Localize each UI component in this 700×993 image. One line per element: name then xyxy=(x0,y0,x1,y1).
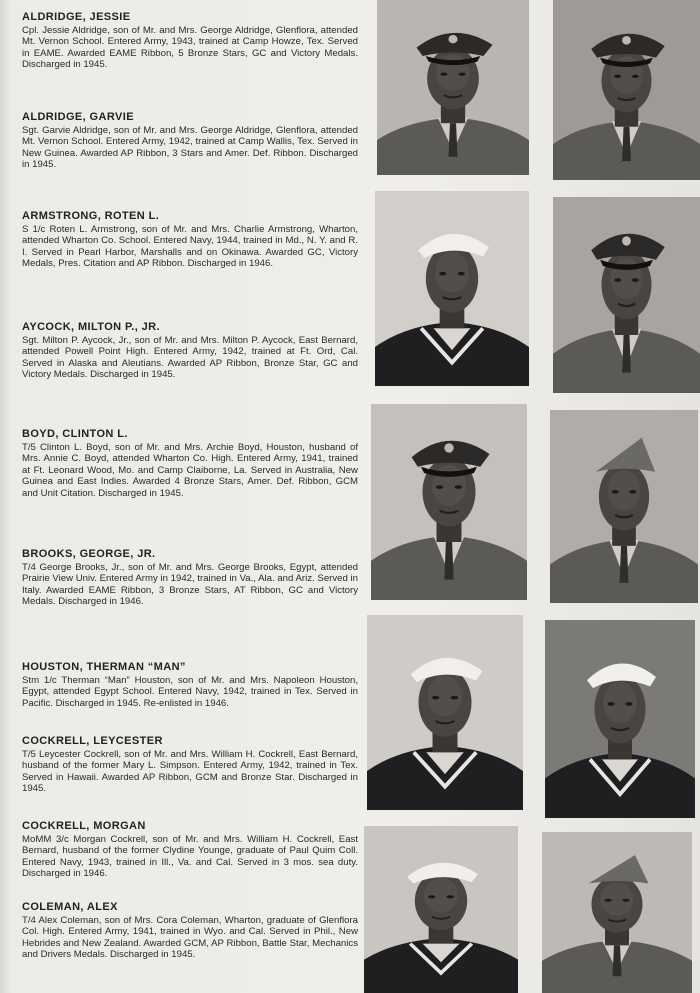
cap-insignia xyxy=(622,36,631,45)
portrait-coleman-alex xyxy=(542,832,692,993)
necktie xyxy=(620,546,629,583)
face-highlight xyxy=(601,882,634,915)
portrait-cockrell-leycester xyxy=(545,620,695,818)
entry-name: COCKRELL, MORGAN xyxy=(22,820,146,832)
entry-cockrell-morgan xyxy=(22,819,358,880)
portrait-drawing xyxy=(377,0,529,175)
portrait-drawing xyxy=(545,620,695,818)
entry-bio: T/5 Clinton L. Boyd, son of Mr. and Mrs. Archie Boyd, Houston, husband of Mrs. Annie C. Boyd, attended Wharton Co. High. Entered Army, 1941, trained at Ft. Leonard Wood, Mo. and Camp Claiborne, La. Served in Australia, New Guinea and East Indies. Awarded 4 Bronze Stars, Amer. Def. Ribbon, GCM and Unit Citation. Discharged in 1945. xyxy=(22,442,358,499)
entry-bio: T/4 George Brooks, Jr., son of Mr. and Mrs. George Brooks, Egypt, attended Prairie View Univ. Entered Army in 1942, trained in Va., Ala. and Ariz. Served in Italy. Awarded EAME Ribbon, 3 Bronze Stars, AT Ribbon, GC and Victory Medals. Discharged in 1946. xyxy=(22,562,358,608)
eye xyxy=(458,272,465,276)
portrait-boyd-clinton xyxy=(371,404,527,600)
face-highlight xyxy=(435,252,469,293)
eye xyxy=(632,75,639,78)
entry-cockrell-leycester xyxy=(22,734,358,795)
portrait-drawing xyxy=(553,197,700,393)
entry-name: AYCOCK, MILTON P., JR. xyxy=(22,321,160,333)
entry-coleman-alex xyxy=(22,900,358,961)
cap-insignia xyxy=(622,236,631,245)
entry-bio: MoMM 3/c Morgan Cockrell, son of Mr. and Mrs. William H. Cockrell, East Bernard, husband of the former Clydine Younge, graduate of Paul Quim Coll. Entered Navy, 1943, trained in Ill., Va. and Cal. Served in 3 mos. sea duty. Discharged in 1946. xyxy=(22,834,358,880)
portrait-cockrell-morgan xyxy=(364,826,518,993)
face-highlight xyxy=(428,676,462,717)
entry-houston-therman xyxy=(22,660,358,709)
portrait-aycock-milton xyxy=(553,197,700,393)
entry-name: ARMSTRONG, ROTEN L. xyxy=(22,210,160,222)
face-highlight xyxy=(424,878,458,913)
face-highlight xyxy=(608,470,641,510)
eye xyxy=(428,895,435,898)
eye xyxy=(451,696,458,700)
entry-name: HOUSTON, THERMAN “MAN” xyxy=(22,661,186,673)
cap-insignia xyxy=(444,443,453,452)
entry-name: ALDRIDGE, JESSIE xyxy=(22,11,131,23)
entry-name: BOYD, CLINTON L. xyxy=(22,428,128,440)
eye xyxy=(436,485,443,489)
portrait-brooks-george xyxy=(550,410,698,603)
portrait-armstrong-roten xyxy=(375,191,529,386)
portrait-drawing xyxy=(542,832,692,993)
entry-bio: Sgt. Garvie Aldridge, son of Mr. and Mrs. George Aldridge, Glenflora, attended Mt. Vernon School. Entered Army, 1942, trained at Camp Wallis, Tex. Served in New Guinea. Awarded AP Ribbon, 3 Stars and Amer. Def. Ribbon. Discharged in 1945. xyxy=(22,125,358,171)
entry-bio: Cpl. Jessie Aldridge, son of Mr. and Mrs. George Aldridge, Glenflora, attended Mt. Vernon School. Entered Army, 1943, trained at Camp Howze, Tex. Served in EAME. Awarded EAME Ribbon, 5 Bronze Stars, GC and Victory Medals. Discharged in 1945. xyxy=(22,25,358,71)
portrait-aldridge-garvie xyxy=(553,0,700,180)
entry-armstrong-roten xyxy=(22,209,358,270)
entry-name: ALDRIDGE, GARVIE xyxy=(22,111,134,123)
entry-bio: Stm 1/c Therman “Man” Houston, son of Mr. and Mrs. Napoleon Houston, Egypt, attended Egypt School. Entered Navy, 1942, trained in Tex. Served in Pacific. Discharged in 1945. Re-enlisted in 1946. xyxy=(22,675,358,709)
entry-aldridge-jessie xyxy=(22,10,358,71)
eye xyxy=(458,73,465,76)
entry-name: BROOKS, GEORGE, JR. xyxy=(22,548,156,560)
entry-brooks-george xyxy=(22,547,358,608)
portrait-drawing xyxy=(550,410,698,603)
face-highlight xyxy=(604,682,637,723)
eye xyxy=(455,485,462,489)
necktie xyxy=(444,542,453,580)
eye xyxy=(614,278,621,282)
portrait-drawing xyxy=(367,615,523,810)
eye xyxy=(612,490,619,494)
cap-insignia xyxy=(448,35,457,43)
portrait-drawing xyxy=(364,826,518,993)
eye xyxy=(432,696,439,700)
portrait-houston-therman xyxy=(367,615,523,810)
eye xyxy=(440,73,447,76)
eye xyxy=(439,272,446,276)
portrait-aldridge-jessie xyxy=(377,0,529,175)
entry-bio: Sgt. Milton P. Aycock, Jr., son of Mr. and Mrs. Milton P. Aycock, East Bernard, attended Powell Point High. Entered Army, 1942, trained at Ft. Ord, Cal. Served in Alaska and Aleutians. Awarded AP Ribbon, Bronze Star, GC and Victory Medals. Discharged in 1945. xyxy=(22,335,358,381)
eye xyxy=(607,702,614,706)
entry-bio: T/4 Alex Coleman, son of Mrs. Cora Coleman, Wharton, graduate of Glenflora Col. High. Entered Army, 1941, trained in Wyo. and Cal. Served in Phil., New Hebrides and New Zealand. Awarded GCM, AP Ribbon, Battle Star, Mechanics and Drivers Medals. Discharged in 1945. xyxy=(22,915,358,961)
entry-name: COCKRELL, LEYCESTER xyxy=(22,735,163,747)
necktie xyxy=(622,127,631,162)
necktie xyxy=(448,123,457,157)
portrait-drawing xyxy=(375,191,529,386)
eye xyxy=(604,899,611,902)
portrait-drawing xyxy=(553,0,700,180)
eye xyxy=(622,899,629,902)
entry-boyd-clinton xyxy=(22,427,358,499)
entry-bio: T/5 Leycester Cockrell, son of Mr. and Mrs. William H. Cockrell, East Bernard, husband of the former Mary L. Simpson. Entered Army, 1942, trained in Tex. Served in Hawaii. Awarded AP Ribbon, GCM and Bronze Star. Discharged in 1945. xyxy=(22,749,358,795)
necktie xyxy=(613,945,622,976)
portrait-drawing xyxy=(371,404,527,600)
entry-bio: S 1/c Roten L. Armstrong, son of Mr. and Mrs. Charlie Armstrong, Wharton, attended Wharton Co. School. Entered Navy, 1944, trained in Md., N. Y. and R. I. Served in Pearl Harbor, Marshalls and on Okinawa. Awarded GC, Victory Medals, Pres. Citation and AP Ribbon. Discharged in 1946. xyxy=(22,224,358,270)
entry-name: COLEMAN, ALEX xyxy=(22,901,118,913)
necktie xyxy=(622,335,631,373)
eye xyxy=(632,278,639,282)
eye xyxy=(625,702,632,706)
entry-aycock-milton xyxy=(22,320,358,381)
eye xyxy=(447,895,454,898)
eye xyxy=(614,75,621,78)
entry-aldridge-garvie xyxy=(22,110,358,171)
eye xyxy=(629,490,636,494)
